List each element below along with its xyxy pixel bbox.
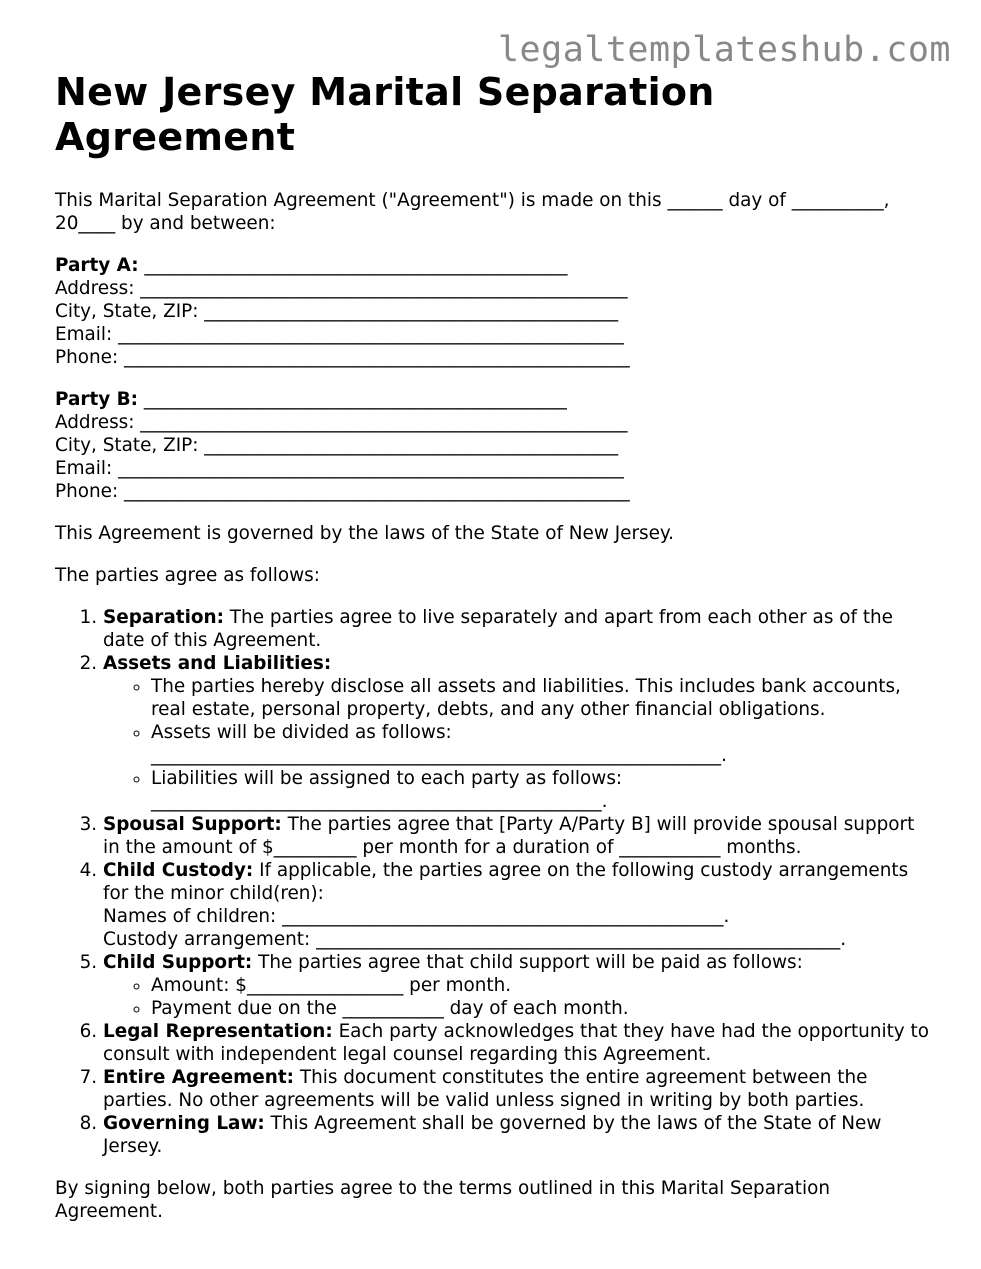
party-b-email: Email: _______________________________________________________ <box>55 458 624 479</box>
party-a-label: Party A: <box>55 255 139 276</box>
list-item: ◦ Amount: $_________________ per month. <box>151 974 935 997</box>
party-b-address: Address: _____________________________________________________ <box>55 412 628 433</box>
governed-paragraph: This Agreement is governed by the laws of the State of New Jersey. <box>55 523 675 544</box>
agree-intro: The parties agree as follows: <box>55 565 320 586</box>
term-child-custody: 4. Child Custody: If applicable, the parties agree on the following custody arrangements for the minor child(ren): Names of children: ________________________________________________. Custody arrangement: _________________________________________________________. <box>103 859 935 951</box>
child-support-sublist <box>103 974 935 1020</box>
document-page <box>55 70 935 1223</box>
term-child-support: 5. Child Support: The parties agree that child support will be paid as follows: ◦ Amount: $_________________ per month. ◦ Payment due on the ___________ day of each month. <box>103 951 935 1020</box>
term-separation: 1. Separation: The parties agree to live separately and apart from each other as of the date of this Agreement. <box>103 606 935 652</box>
children-names-line: Names of children: ________________________________________________. <box>103 906 730 927</box>
party-a-block <box>55 254 935 369</box>
party-a-address: Address: _____________________________________________________ <box>55 278 628 299</box>
party-a-email: Email: _______________________________________________________ <box>55 324 624 345</box>
party-b-phone: Phone: _______________________________________________________ <box>55 481 630 502</box>
party-a-name-line: ______________________________________________ <box>138 255 568 276</box>
list-item: ◦ Liabilities will be assigned to each party as follows: _________________________________________________. <box>151 767 935 813</box>
term-assets-liabilities: 2. Assets and Liabilities: ◦ The parties hereby disclose all assets and liabilities. This includes bank accounts, real estate, personal property, debts, and any other financial obligations. ◦ Assets will be divided as follows: ______________________________________________________________. ◦ Liabilities will be assigned to each party as follows: _________________________________________________. <box>103 652 935 813</box>
list-item: ◦ Assets will be divided as follows: ______________________________________________________________. <box>151 721 935 767</box>
watermark: legaltemplateshub.com <box>497 30 951 70</box>
custody-arrangement-line: Custody arrangement: _________________________________________________________. <box>103 929 847 950</box>
party-b-name-line: ______________________________________________ <box>138 389 567 410</box>
list-item: ◦ Payment due on the ___________ day of each month. <box>151 997 935 1020</box>
closing-paragraph: By signing below, both parties agree to the terms outlined in this Marital Separation Agreement. <box>55 1178 831 1222</box>
party-a-city: City, State, ZIP: _____________________________________________ <box>55 301 619 322</box>
assets-sublist <box>103 675 935 813</box>
terms-list <box>55 606 935 1158</box>
page-title: New Jersey Marital Separation Agreement <box>55 70 715 159</box>
party-a-phone: Phone: _______________________________________________________ <box>55 347 630 368</box>
party-b-city: City, State, ZIP: _____________________________________________ <box>55 435 619 456</box>
term-legal-representation: 6. Legal Representation: Each party acknowledges that they have had the opportunity to consult with independent legal counsel regarding this Agreement. <box>103 1020 935 1066</box>
term-spousal-support: 3. Spousal Support: The parties agree that [Party A/Party B] will provide spousal support in the amount of $_________ per month for a duration of ___________ months. <box>103 813 935 859</box>
list-item: ◦ The parties hereby disclose all assets and liabilities. This includes bank accounts, real estate, personal property, debts, and any other financial obligations. <box>151 675 935 721</box>
term-governing-law: 8. Governing Law: This Agreement shall be governed by the laws of the State of New Jersey. <box>103 1112 935 1158</box>
intro-paragraph: This Marital Separation Agreement ("Agreement") is made on this ______ day of __________, 20____ by and between: <box>55 190 890 234</box>
term-entire-agreement: 7. Entire Agreement: This document constitutes the entire agreement between the parties. No other agreements will be valid unless signed in writing by both parties. <box>103 1066 935 1112</box>
party-b-label: Party B: <box>55 389 139 410</box>
party-b-block <box>55 388 935 503</box>
